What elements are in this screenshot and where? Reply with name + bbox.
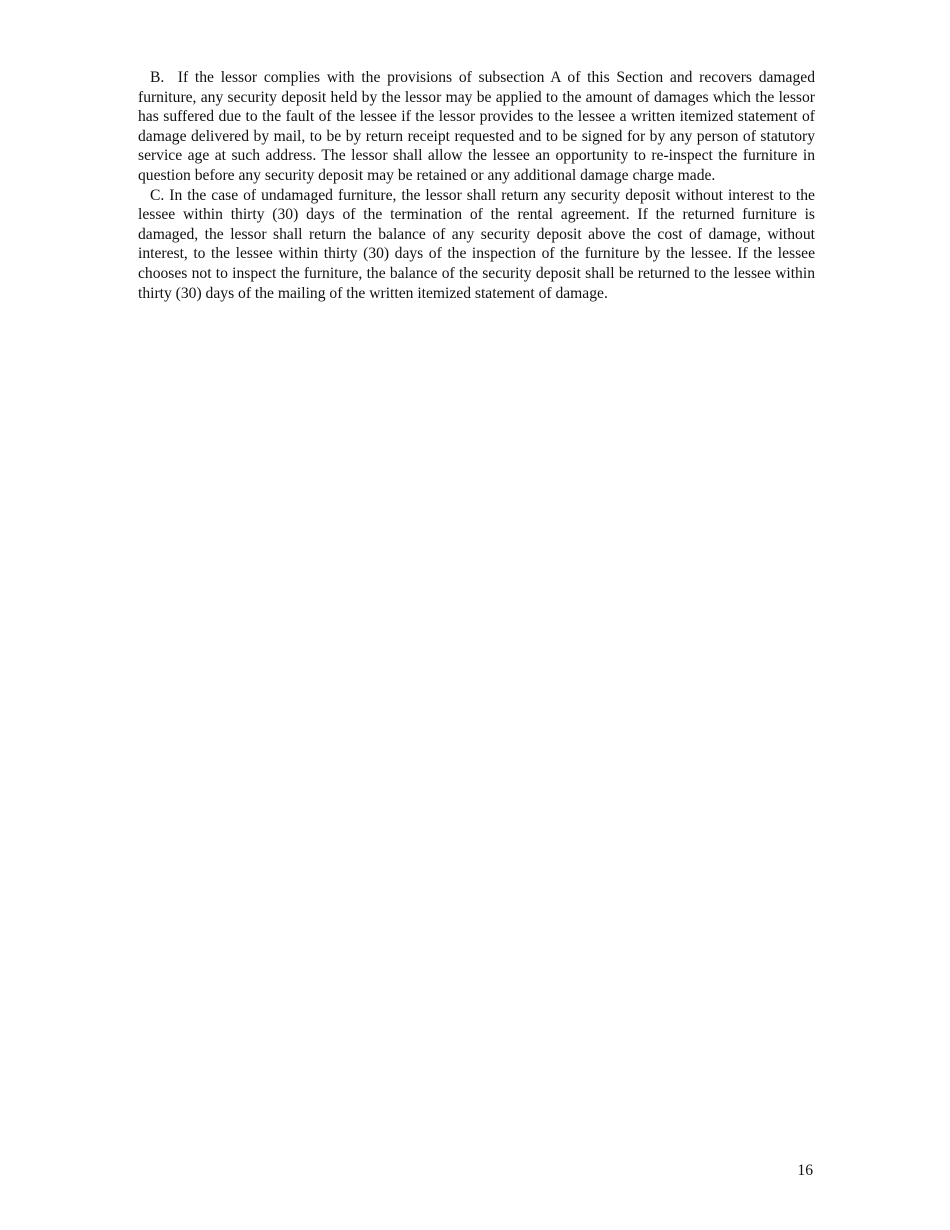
paragraph-label: B. (150, 69, 165, 86)
page-number: 16 (797, 1162, 813, 1179)
paragraph-text: In the case of undamaged furniture, the lessor shall return any security deposit without interest to the lessee within thirty (30) days of the termination of the rental agreement. If the returned furniture is damaged, the lessor shall return the balance of any security deposit above the cost of damage, without interest, to the lessee within thirty (30) days of the inspection of the furniture by the lessee. If the lessee chooses not to inspect the furniture, the balance of the security deposit shall be returned to the lessee within thirty (30) days of the mailing of the written itemized statement of damage. (138, 186, 815, 302)
document-body (138, 68, 815, 303)
paragraph-label: C. (150, 186, 165, 204)
paragraph-c (138, 186, 815, 304)
paragraph-text: If the lessor complies with the provisions of subsection A of this Section and recovers damaged furniture, any security deposit held by the lessor may be applied to the amount of damages which the lessor has suffered due to the fault of the lessee if the lessor provides to the lessee a written itemized statement of damage delivered by mail, to be by return receipt requested and to be signed for by any person of statutory service age at such address. The lessor shall allow the lessee an opportunity to re-inspect the furniture in question before any security deposit may be retained or any additional damage charge made. (138, 69, 815, 184)
paragraph-b (138, 68, 815, 186)
